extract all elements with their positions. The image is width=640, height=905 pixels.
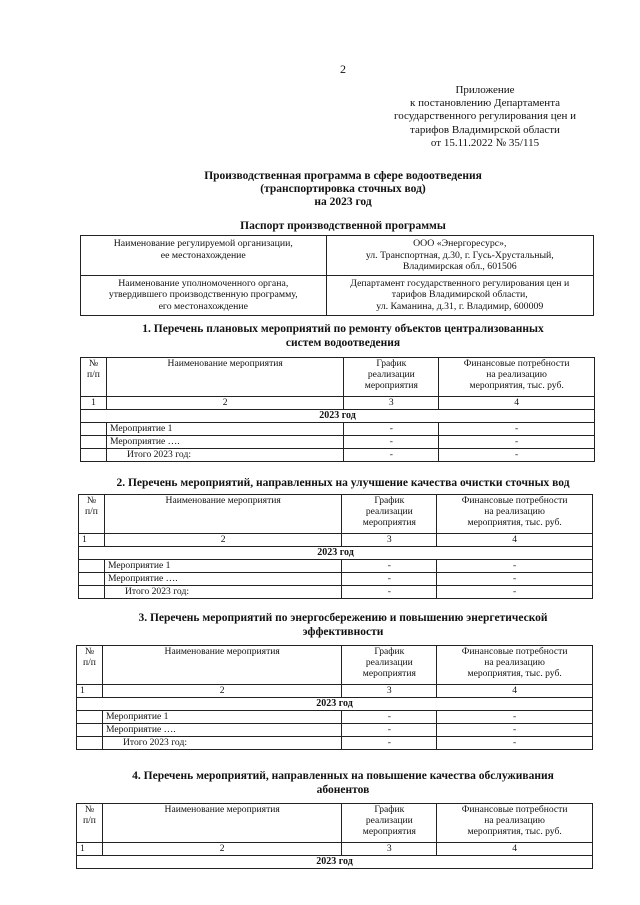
col-schedule-header: График реализации мероприятия bbox=[344, 358, 439, 397]
section-3-table bbox=[76, 645, 593, 750]
passport-label: Наименование уполномоченного органа, утвердившего производственную программу, его местонахождение bbox=[81, 275, 327, 315]
table-header-row bbox=[81, 358, 595, 397]
col-name-header: Наименование мероприятия bbox=[102, 646, 341, 685]
section-4-table bbox=[76, 803, 593, 869]
appendix-line: к постановлению Департамента bbox=[409, 97, 561, 110]
passport-row bbox=[81, 236, 594, 276]
document-title bbox=[0, 170, 640, 209]
total-row: Итого 2023 год: - - bbox=[79, 586, 593, 599]
title-line: (транспортировка сточных вод) bbox=[260, 183, 426, 195]
table-row: Мероприятие …. - - bbox=[79, 573, 593, 586]
col-num-header: № п/п bbox=[81, 358, 107, 397]
year-row: 2023 год bbox=[79, 547, 593, 560]
section-2-table bbox=[78, 494, 593, 599]
appendix-line: тарифов Владимирской области bbox=[410, 123, 560, 136]
year-row: 2023 год bbox=[77, 698, 593, 711]
col-schedule-header: График реализации мероприятия bbox=[342, 804, 437, 843]
table-row: Мероприятие …. - - bbox=[77, 724, 593, 737]
table-row: Мероприятие …. - - bbox=[81, 436, 595, 449]
col-num-header: № п/п bbox=[77, 804, 103, 843]
col-schedule-header: График реализации мероприятия bbox=[342, 646, 437, 685]
table-header-row bbox=[77, 646, 593, 685]
table-row: Мероприятие 1 - - bbox=[79, 560, 593, 573]
passport-value: ООО «Энергоресурс», ул. Транспортная, д.30, г. Гусь-Хрустальный, Владимирская обл., 601506 bbox=[326, 236, 593, 276]
section-1-title: 1. Перечень плановых мероприятий по ремонту объектов централизованных систем водоотведения bbox=[142, 323, 544, 349]
section-4-title: 4. Перечень мероприятий, направленных на повышение качества обслуживания абонентов bbox=[132, 770, 554, 796]
section-1-table bbox=[80, 357, 595, 462]
table-row: Мероприятие 1 - - bbox=[81, 423, 595, 436]
appendix-line: государственного регулирования цен и bbox=[393, 110, 577, 123]
col-finance-header: Финансовые потребности на реализацию мероприятия, тыс. руб. bbox=[437, 804, 593, 843]
table-row: Мероприятие 1 - - bbox=[77, 711, 593, 724]
col-num-header: № п/п bbox=[79, 495, 105, 534]
passport-heading: Паспорт производственной программы bbox=[240, 220, 446, 232]
col-num-header: № п/п bbox=[77, 646, 103, 685]
table-header-row bbox=[79, 495, 593, 534]
column-number-row: 1 2 3 4 bbox=[79, 534, 593, 547]
appendix-line: Приложение bbox=[455, 84, 515, 96]
column-number-row: 1 2 3 4 bbox=[77, 685, 593, 698]
year-row: 2023 год bbox=[77, 856, 593, 869]
total-row: Итого 2023 год: - - bbox=[77, 737, 593, 750]
table-header-row bbox=[77, 804, 593, 843]
col-schedule-header: График реализации мероприятия bbox=[342, 495, 437, 534]
col-finance-header: Финансовые потребности на реализацию мероприятия, тыс. руб. bbox=[437, 646, 593, 685]
col-finance-header: Финансовые потребности на реализацию мероприятия, тыс. руб. bbox=[437, 495, 593, 534]
col-name-header: Наименование мероприятия bbox=[106, 358, 343, 397]
appendix-line: от 15.11.2022 № 35/115 bbox=[430, 136, 540, 149]
title-line: на 2023 год bbox=[314, 196, 372, 208]
column-number-row: 1 2 3 4 bbox=[81, 397, 595, 410]
col-name-header: Наименование мероприятия bbox=[102, 804, 341, 843]
appendix-block bbox=[360, 84, 610, 150]
total-row: Итого 2023 год: - - bbox=[81, 449, 595, 462]
page-number: 2 bbox=[340, 62, 346, 76]
year-row: 2023 год bbox=[81, 410, 595, 423]
section-3-title: 3. Перечень мероприятий по энергосбережению и повышению энергетической эффективности bbox=[138, 612, 548, 638]
col-name-header: Наименование мероприятия bbox=[104, 495, 341, 534]
column-number-row: 1 2 3 4 bbox=[77, 843, 593, 856]
title-line: Производственная программа в сфере водоотведения bbox=[204, 170, 482, 182]
passport-value: Департамент государственного регулирования цен и тарифов Владимирской области, ул. Каманина, д.31, г. Владимир, 600009 bbox=[326, 275, 593, 315]
passport-label: Наименование регулируемой организации, ее местонахождение bbox=[81, 236, 327, 276]
col-finance-header: Финансовые потребности на реализацию мероприятия, тыс. руб. bbox=[439, 358, 595, 397]
section-2-title: 2. Перечень мероприятий, направленных на улучшение качества очистки сточных вод bbox=[116, 477, 570, 489]
passport-table bbox=[80, 235, 594, 316]
passport-row bbox=[81, 275, 594, 315]
